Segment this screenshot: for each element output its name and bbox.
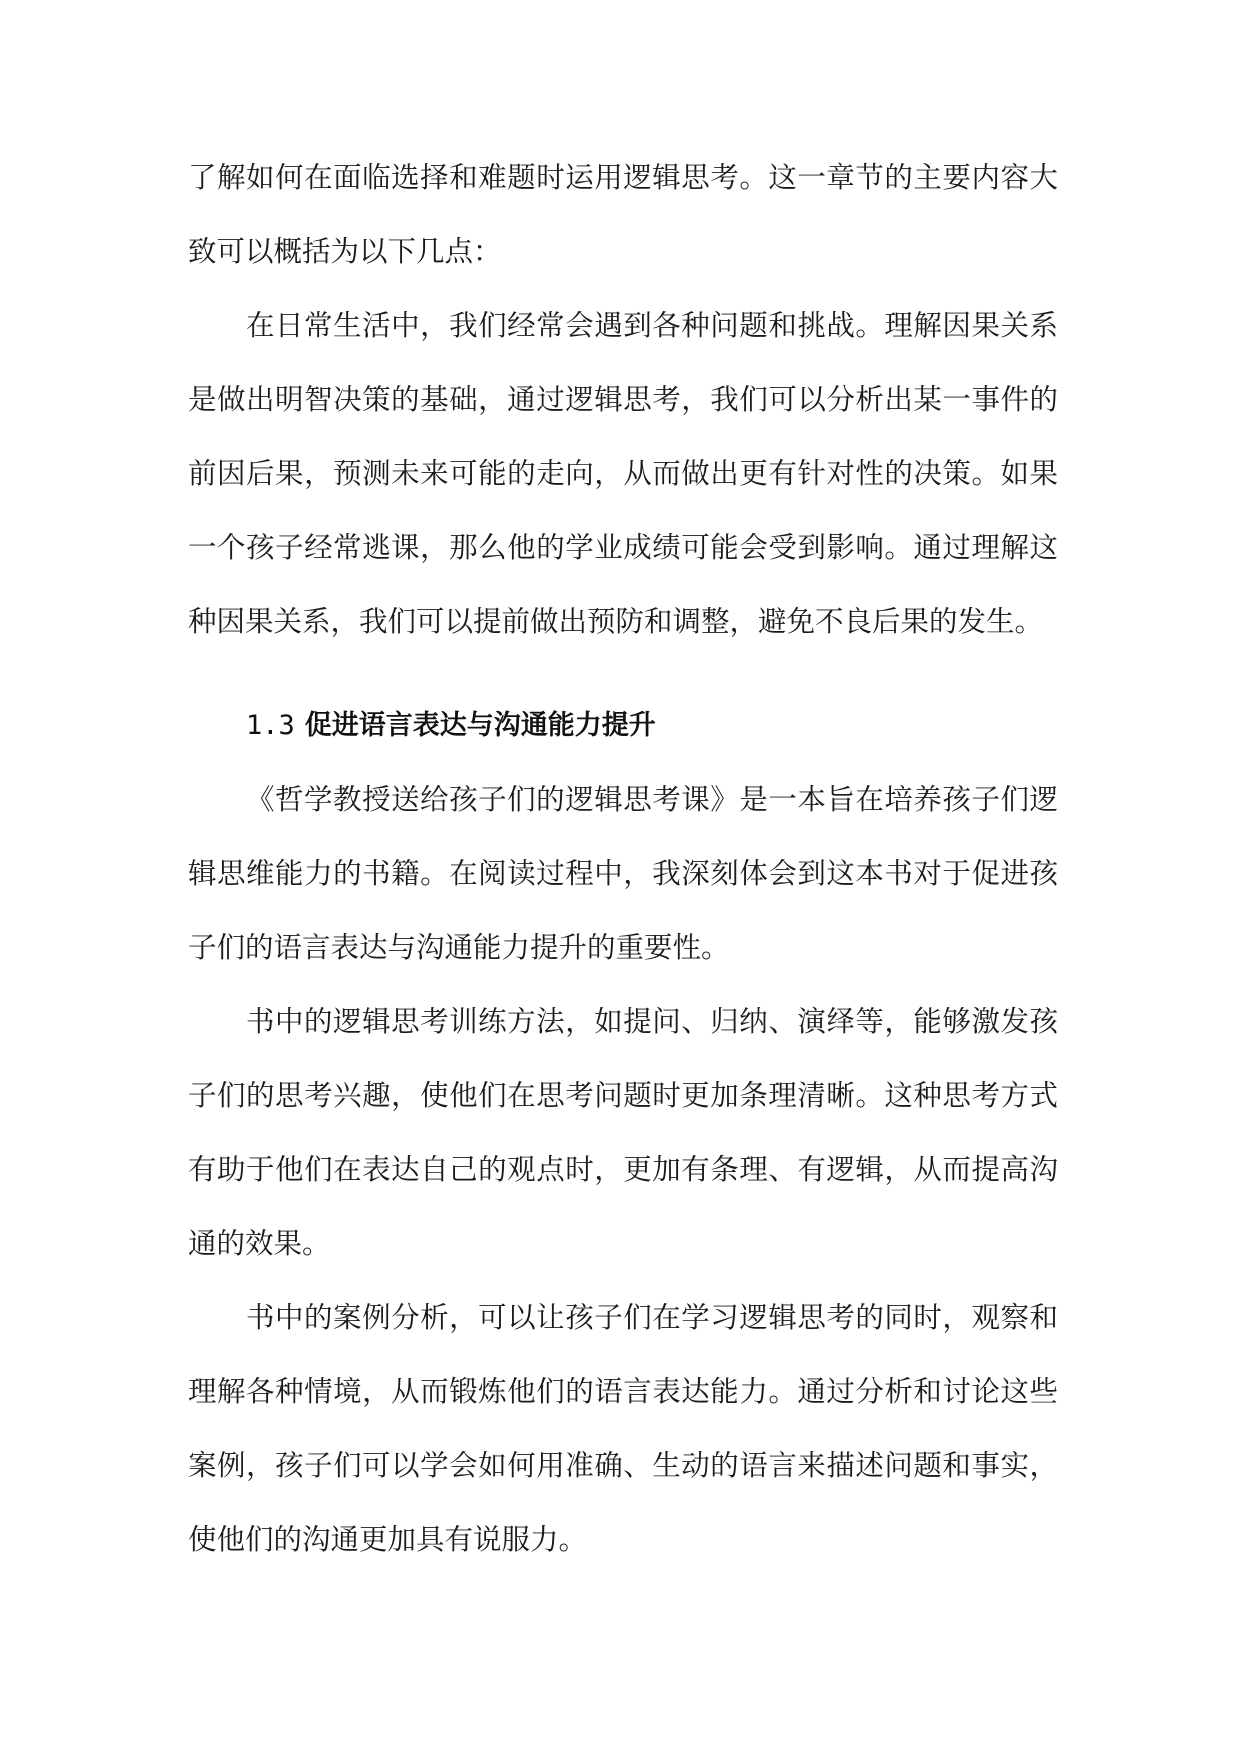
section-heading <box>188 689 1058 763</box>
section-title: 促进语言表达与沟通能力提升 <box>304 710 656 741</box>
paragraph-cause-effect: 在日常生活中，我们经常会遇到各种问题和挑战。理解因果关系是做出明智决策的基础，通过逻辑思考，我们可以分析出某一事件的前因后果，预测未来可能的走向，从而做出更有针对性的决策。如果一个孩子经常逃课，那么他的学业成绩可能会受到影响。通过理解这种因果关系，我们可以提前做出预防和调整，避免不良后果的发生。 <box>188 309 1058 638</box>
paragraph-book-intro: 《哲学教授送给孩子们的逻辑思考课》是一本旨在培养孩子们逻辑思维能力的书籍。在阅读过程中，我深刻体会到这本书对于促进孩子们的语言表达与沟通能力提升的重要性。 <box>188 783 1058 964</box>
document-body <box>188 141 1058 1577</box>
paragraph-case-analysis: 书中的案例分析，可以让孩子们在学习逻辑思考的同时，观察和理解各种情境，从而锻炼他们的语言表达能力。通过分析和讨论这些案例，孩子们可以学会如何用准确、生动的语言来描述问题和事实，使他们的沟通更加具有说服力。 <box>188 1301 1058 1556</box>
section-number: 1.3 <box>246 710 295 741</box>
paragraph-training-methods: 书中的逻辑思考训练方法，如提问、归纳、演绎等，能够激发孩子们的思考兴趣，使他们在思考问题时更加条理清晰。这种思考方式有助于他们在表达自己的观点时，更加有条理、有逻辑，从而提高沟通的效果。 <box>188 1005 1058 1260</box>
paragraph-intro-continuation: 了解如何在面临选择和难题时运用逻辑思考。这一章节的主要内容大致可以概括为以下几点： <box>188 161 1058 268</box>
